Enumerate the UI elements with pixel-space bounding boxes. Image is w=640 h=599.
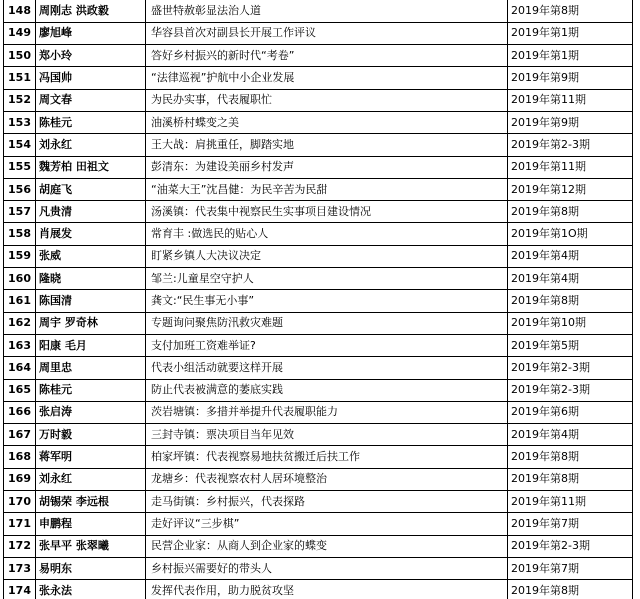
- row-number: 153: [4, 111, 36, 133]
- article-title-cell: “油菜大王”沈昌健：为民辛苦为民甜: [146, 178, 508, 200]
- row-number: 151: [4, 67, 36, 89]
- article-title-cell: 走马街镇：乡村振兴，代表探路: [146, 491, 508, 513]
- issue-cell: 2019年第2-3期: [508, 134, 633, 156]
- issue-cell: 2019年第10期: [508, 312, 633, 334]
- article-title-cell: 油溪桥村蝶变之美: [146, 111, 508, 133]
- article-title-cell: 防止代表被满意的萎底实践: [146, 379, 508, 401]
- author-cell: 陈桂元: [36, 379, 146, 401]
- article-title-cell: 走好评议“三步棋”: [146, 513, 508, 535]
- issue-cell: 2019年第4期: [508, 424, 633, 446]
- row-number: 154: [4, 134, 36, 156]
- author-cell: 魏芳柏 田祖文: [36, 156, 146, 178]
- issue-cell: 2019年第4期: [508, 245, 633, 267]
- table-row: [4, 290, 633, 312]
- article-title-cell: 柏家坪镇：代表视察易地扶贫搬迁后扶工作: [146, 446, 508, 468]
- author-cell: 凡贵清: [36, 201, 146, 223]
- article-title-cell: 常育丰 :做选民的贴心人: [146, 223, 508, 245]
- article-title-cell: 乡村振兴需要好的带头人: [146, 557, 508, 579]
- author-cell: 刘永红: [36, 134, 146, 156]
- table-row: [4, 334, 633, 356]
- author-cell: 周宇 罗奇林: [36, 312, 146, 334]
- issue-cell: 2019年第4期: [508, 268, 633, 290]
- row-number: 165: [4, 379, 36, 401]
- author-cell: 郑小玲: [36, 45, 146, 67]
- author-cell: 胡庭飞: [36, 178, 146, 200]
- row-number: 170: [4, 491, 36, 513]
- issue-cell: 2019年第8期: [508, 290, 633, 312]
- table-row: [4, 557, 633, 579]
- row-number: 164: [4, 357, 36, 379]
- author-cell: 易明东: [36, 557, 146, 579]
- table-row: [4, 201, 633, 223]
- row-number: 172: [4, 535, 36, 557]
- author-cell: 胡锡荣 李远根: [36, 491, 146, 513]
- author-cell: 张早平 张翠曦: [36, 535, 146, 557]
- author-cell: 隆晓: [36, 268, 146, 290]
- row-number: 161: [4, 290, 36, 312]
- row-number: 152: [4, 89, 36, 111]
- row-number: 148: [4, 0, 36, 22]
- author-cell: 周里忠: [36, 357, 146, 379]
- table-row: [4, 0, 633, 22]
- issue-cell: 2019年第7期: [508, 557, 633, 579]
- row-number: 173: [4, 557, 36, 579]
- issue-cell: 2019年第8期: [508, 0, 633, 22]
- row-number: 155: [4, 156, 36, 178]
- row-number: 160: [4, 268, 36, 290]
- issue-cell: 2019年第8期: [508, 446, 633, 468]
- table-row: [4, 67, 633, 89]
- table-row: [4, 268, 633, 290]
- row-number: 162: [4, 312, 36, 334]
- author-cell: 周刚志 洪政毅: [36, 0, 146, 22]
- article-title-cell: 华容县首次对副县长开展工作评议: [146, 22, 508, 44]
- table-row: [4, 424, 633, 446]
- table-row: [4, 22, 633, 44]
- article-title-cell: 茨岩塘镇：多措并举提升代表履职能力: [146, 401, 508, 423]
- article-title-cell: 代表小组活动就要这样开展: [146, 357, 508, 379]
- table-row: [4, 111, 633, 133]
- author-cell: 肖展发: [36, 223, 146, 245]
- article-title-cell: 盯紧乡镇人大决议决定: [146, 245, 508, 267]
- table-row: [4, 245, 633, 267]
- row-number: 174: [4, 580, 36, 599]
- table-row: [4, 401, 633, 423]
- row-number: 157: [4, 201, 36, 223]
- table-row: [4, 156, 633, 178]
- row-number: 159: [4, 245, 36, 267]
- article-title-cell: 发挥代表作用，助力脱贫攻坚: [146, 580, 508, 599]
- article-title-cell: 邹兰:儿童星空守护人: [146, 268, 508, 290]
- article-title-cell: 王大战：肩挑重任，脚踏实地: [146, 134, 508, 156]
- row-number: 168: [4, 446, 36, 468]
- issue-cell: 2019年第6期: [508, 401, 633, 423]
- row-number: 166: [4, 401, 36, 423]
- article-title-cell: 彭清东：为建设美丽乡村发声: [146, 156, 508, 178]
- row-number: 150: [4, 45, 36, 67]
- table-row: [4, 535, 633, 557]
- author-cell: 阳康 毛月: [36, 334, 146, 356]
- table-row: [4, 134, 633, 156]
- author-cell: 万时毅: [36, 424, 146, 446]
- issue-cell: 2019年第8期: [508, 201, 633, 223]
- article-index-table: [3, 0, 633, 599]
- article-title-cell: 为民办实事，代表履职忙: [146, 89, 508, 111]
- row-number: 149: [4, 22, 36, 44]
- author-cell: 张启涛: [36, 401, 146, 423]
- article-title-cell: “法律巡视”护航中小企业发展: [146, 67, 508, 89]
- issue-cell: 2019年第11期: [508, 491, 633, 513]
- table-row: [4, 312, 633, 334]
- author-cell: 张永法: [36, 580, 146, 599]
- issue-cell: 2019年第1期: [508, 45, 633, 67]
- author-cell: 陈国清: [36, 290, 146, 312]
- article-title-cell: 支付加班工资难举证?: [146, 334, 508, 356]
- article-title-cell: 汤溪镇：代表集中视察民生实事项目建设情况: [146, 201, 508, 223]
- author-cell: 蒋军明: [36, 446, 146, 468]
- table-row: [4, 446, 633, 468]
- author-cell: 申鹏程: [36, 513, 146, 535]
- row-number: 156: [4, 178, 36, 200]
- issue-cell: 2019年第8期: [508, 580, 633, 599]
- article-title-cell: 龚文:“民生事无小事”: [146, 290, 508, 312]
- author-cell: 周文春: [36, 89, 146, 111]
- table-body: [4, 0, 633, 599]
- issue-cell: 2019年第8期: [508, 468, 633, 490]
- issue-cell: 2019年第7期: [508, 513, 633, 535]
- issue-cell: 2019年第1期: [508, 22, 633, 44]
- article-title-cell: 民营企业家：从商人到企业家的蝶变: [146, 535, 508, 557]
- row-number: 158: [4, 223, 36, 245]
- article-title-cell: 龙塘乡：代表视察农村人居环境整治: [146, 468, 508, 490]
- issue-cell: 2019年第11期: [508, 89, 633, 111]
- issue-cell: 2019年第11期: [508, 156, 633, 178]
- author-cell: 廖旭峰: [36, 22, 146, 44]
- author-cell: 陈桂元: [36, 111, 146, 133]
- table-row: [4, 468, 633, 490]
- row-number: 169: [4, 468, 36, 490]
- table-row: [4, 357, 633, 379]
- table-row: [4, 513, 633, 535]
- article-title-cell: 三封寺镇：票决项目当年见效: [146, 424, 508, 446]
- article-title-cell: 盛世特赦彰显法治人道: [146, 0, 508, 22]
- table-row: [4, 45, 633, 67]
- issue-cell: 2019年第2-3期: [508, 379, 633, 401]
- issue-cell: 2019年第5期: [508, 334, 633, 356]
- table-row: [4, 89, 633, 111]
- issue-cell: 2019年第2-3期: [508, 357, 633, 379]
- issue-cell: 2019年第9期: [508, 67, 633, 89]
- table-row: [4, 580, 633, 599]
- article-title-cell: 专题询问聚焦防汛救灾难题: [146, 312, 508, 334]
- table-row: [4, 223, 633, 245]
- row-number: 171: [4, 513, 36, 535]
- table-row: [4, 491, 633, 513]
- article-title-cell: 答好乡村振兴的新时代“考卷”: [146, 45, 508, 67]
- author-cell: 张威: [36, 245, 146, 267]
- author-cell: 刘永红: [36, 468, 146, 490]
- issue-cell: 2019年第2-3期: [508, 535, 633, 557]
- row-number: 163: [4, 334, 36, 356]
- table-row: [4, 379, 633, 401]
- row-number: 167: [4, 424, 36, 446]
- issue-cell: 2019年第1O期: [508, 223, 633, 245]
- table-row: [4, 178, 633, 200]
- issue-cell: 2019年第12期: [508, 178, 633, 200]
- author-cell: 冯国帅: [36, 67, 146, 89]
- issue-cell: 2019年第9期: [508, 111, 633, 133]
